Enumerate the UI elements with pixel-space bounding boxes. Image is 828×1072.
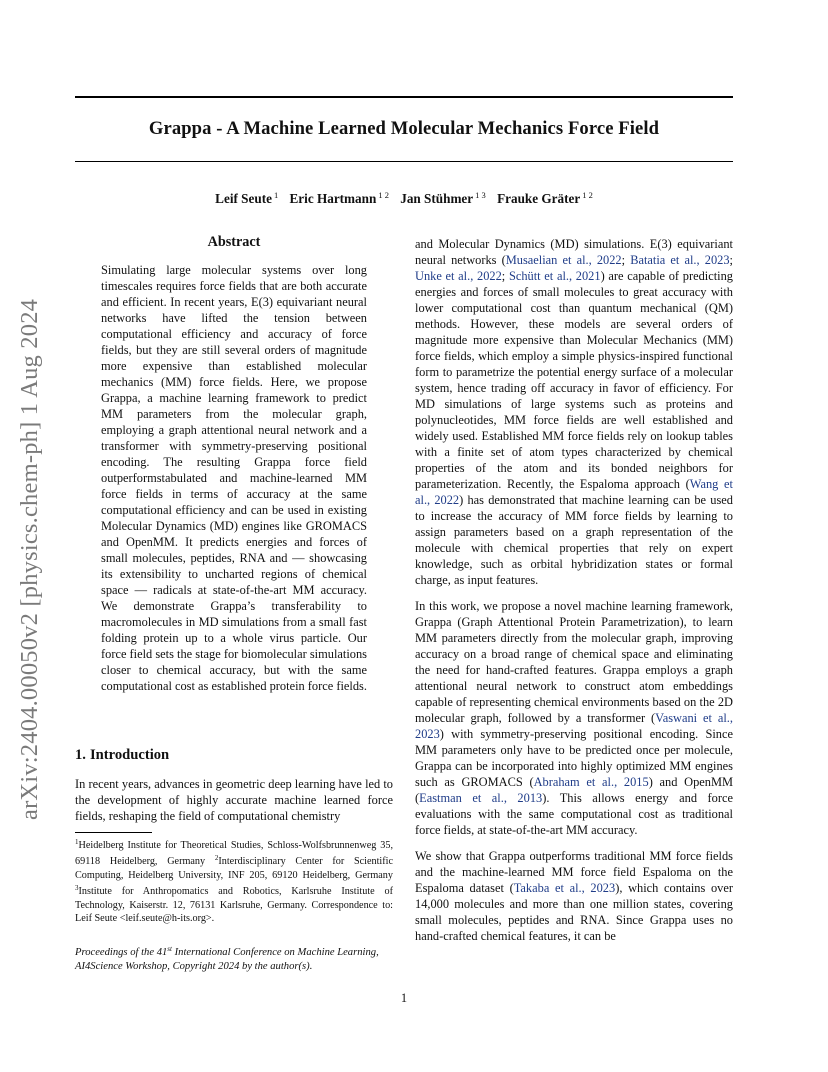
body-text: ) has demonstrated that machine learning can be used to increase the accuracy of MM force fields by learning to assign parameters based on a graph representation of the molecule with chemical properties that rely on expert knowledge, such as orbital hybridization states or formal charge, as input features.	[415, 493, 733, 587]
body-text: ) are capable of predicting energies and forces of small molecules to great accuracy with lower computational cost than quantum mechanical (QM) methods. However, these models are several orders of magnitude more expensive than Molecular Mechanics (MM) force fields, which employ a simple physics-inspired functional form to parametrize the potential energy surface of a molecular system, hence trading off accuracy in favor of efficiency. For MD simulations of large systems such as proteins and polynucleotides, MM force fields are well established and widely used. Established MM force fields rely on lookup tables with a finite set of atom types characterized by chemical properties of the atom and its bonded neighbors for parameterization. Recently, the Espaloma approach (	[415, 269, 733, 491]
body-text: ) with symmetry-preserving positional encoding. Since MM parameters only have to be predicted once per molecule, Grappa can be incorporated into highly optimized MM engines such as GROMACS (	[415, 727, 733, 789]
title-bottom-rule	[75, 161, 733, 162]
proceedings-ordinal: st	[167, 945, 172, 953]
body-text: ;	[501, 269, 509, 283]
proceedings-number: 41	[156, 947, 168, 958]
right-paragraph-2	[415, 598, 733, 838]
right-column	[415, 236, 733, 944]
right-paragraph-1	[415, 236, 733, 588]
section-heading-introduction	[75, 747, 173, 764]
affiliations-footnote	[75, 836, 393, 925]
proceedings-note	[75, 942, 393, 974]
arxiv-stamp: arXiv:2404.00050v2 [physics.chem-ph] 1 Aug 2024	[16, 298, 43, 820]
page-number: 1	[400, 991, 408, 1005]
author-name: Jan Stühmer	[400, 191, 474, 206]
body-text: and Molecular Dynamics (MD) simulations. E(3) equivariant neural networks (	[415, 237, 733, 267]
intro-paragraph: In recent years, advances in geometric deep learning have led to the development of highly accurate machine learned force fields, reshaping the field of computational chemistry	[75, 777, 393, 823]
abstract-heading: Abstract	[207, 234, 261, 250]
author-name: Leif Seute	[215, 191, 272, 206]
affiliation-text: Institute for Anthropomatics and Robotics, Karlsruhe Institute of Technology, Kaiserstr. 12, 76131 Karlsruhe, Germany. Correspondence to: Leif Seute <leif.seute@h-its.org>.	[75, 886, 393, 925]
citation-link[interactable]: Abraham et al., 2015	[533, 775, 649, 789]
proceedings-text: International Conference on Machine Learning	[171, 947, 377, 958]
author	[497, 191, 593, 206]
author	[400, 191, 486, 206]
section-title: Introduction	[89, 747, 170, 763]
citation-link[interactable]: Batatia et al., 2023	[630, 253, 730, 267]
right-paragraph-3	[415, 848, 733, 944]
abstract-text: Simulating large molecular systems over long timescales requires force fields that are both accurate and efficient. In recent years, E(3) equivariant neural networks have lifted the tension between computational efficiency and accuracy of force fields, but they are still several orders of magnitude more expensive than established molecular mechanics (MM) force fields. Here, we propose Grappa, a machine learning framework to predict MM parameters from the molecular graph, employing a graph attentional neural network and a transformer with symmetry-preserving positional encoding. The resulting Grappa force field outperformstabulated and machine-learned MM force fields in terms of accuracy at the same computational efficiency and can be used in existing Molecular Dynamics (MD) engines like GROMACS and OpenMM. It predicts energies and forces of small molecules, peptides, RNA and — showcasing its extensibility to uncharted regions of chemical space — radicals at state-of-the-art MM accuracy. We demonstrate Grappa’s transferability to macromolecules in MD simulations from a small fast folding protein up to a whole virus particle. Our force field sets the stage for biomolecular simulations closer to chemical accuracy, but with the same computational cost as established protein force fields.	[101, 263, 367, 693]
title-top-rule	[75, 96, 733, 98]
body-text: ) and OpenMM (	[415, 775, 733, 805]
citation-link[interactable]: Takaba et al., 2023	[513, 881, 616, 895]
body-text: ;	[621, 253, 631, 267]
author	[215, 191, 278, 206]
citation-link[interactable]: Vaswani et al., 2023	[415, 711, 733, 741]
author	[290, 191, 389, 206]
citation-link[interactable]: Musaelian et al., 2022	[505, 253, 622, 267]
body-text: ). This allows energy and force evaluations with the same computational cost as traditional force fields, at state-of-the-art MM accuracy.	[415, 791, 733, 837]
citation-link[interactable]: Unke et al., 2022	[415, 269, 502, 283]
author-name: Frauke Gräter	[497, 191, 581, 206]
proceedings-text: Proceedings of the	[75, 947, 157, 958]
author-affiliation: 1 2	[582, 190, 593, 200]
footnote-mark: 3	[75, 884, 79, 893]
section-number: 1.	[75, 747, 86, 763]
footnote-mark: 1	[75, 838, 79, 846]
proceedings-text: , AI4Science Workshop, Copyright 2024 by the author(s).	[75, 947, 379, 972]
author-list	[75, 190, 733, 207]
author-name: Eric Hartmann	[289, 191, 377, 206]
footnote-mark: 2	[214, 854, 219, 863]
paper-title: Grappa - A Machine Learned Molecular Mechanics Force Field	[148, 118, 660, 139]
body-text: ), which contains over 14,000 molecules and more than one million states, covering small molecules, peptides and RNA. Since Grappa uses no hand-crafted chemical features, it can be	[415, 881, 733, 943]
affiliation-text: Interdisciplinary Center for Scientific Computing, Heidelberg University, INF 205, 69120 Heidelberg, Germany	[75, 856, 393, 881]
body-text: In this work, we propose a novel machine learning framework, Grappa (Graph Attentional Protein Parametrization), to learn MM parameters directly from the molecular graph, improving accuracy on a broad range of chemical space and eliminating the need for hand-crafted features. Grappa employs a graph attentional neural network to construct atom embeddings capable of representing chemical environments based on the 2D molecular graph, followed by a transformer (	[415, 599, 733, 725]
citation-link[interactable]: Wang et al., 2022	[415, 477, 733, 507]
footnote-rule	[75, 832, 152, 833]
citation-link[interactable]: Schütt et al., 2021	[508, 269, 601, 283]
affiliation-text: Heidelberg Institute for Theoretical Studies, Schloss-Wolfsbrunnenweg 35, 69118 Heidelberg, Germany	[75, 840, 393, 868]
author-affiliation: 1 3	[475, 190, 486, 200]
citation-link[interactable]: Eastman et al., 2013	[419, 791, 543, 805]
body-text: ;	[729, 253, 733, 267]
author-affiliation: 1	[273, 190, 279, 200]
body-text: We show that Grappa outperforms traditional MM force fields and the machine-learned MM force field Espaloma on the Espaloma dataset (	[415, 849, 733, 895]
author-affiliation: 1 2	[378, 190, 389, 200]
